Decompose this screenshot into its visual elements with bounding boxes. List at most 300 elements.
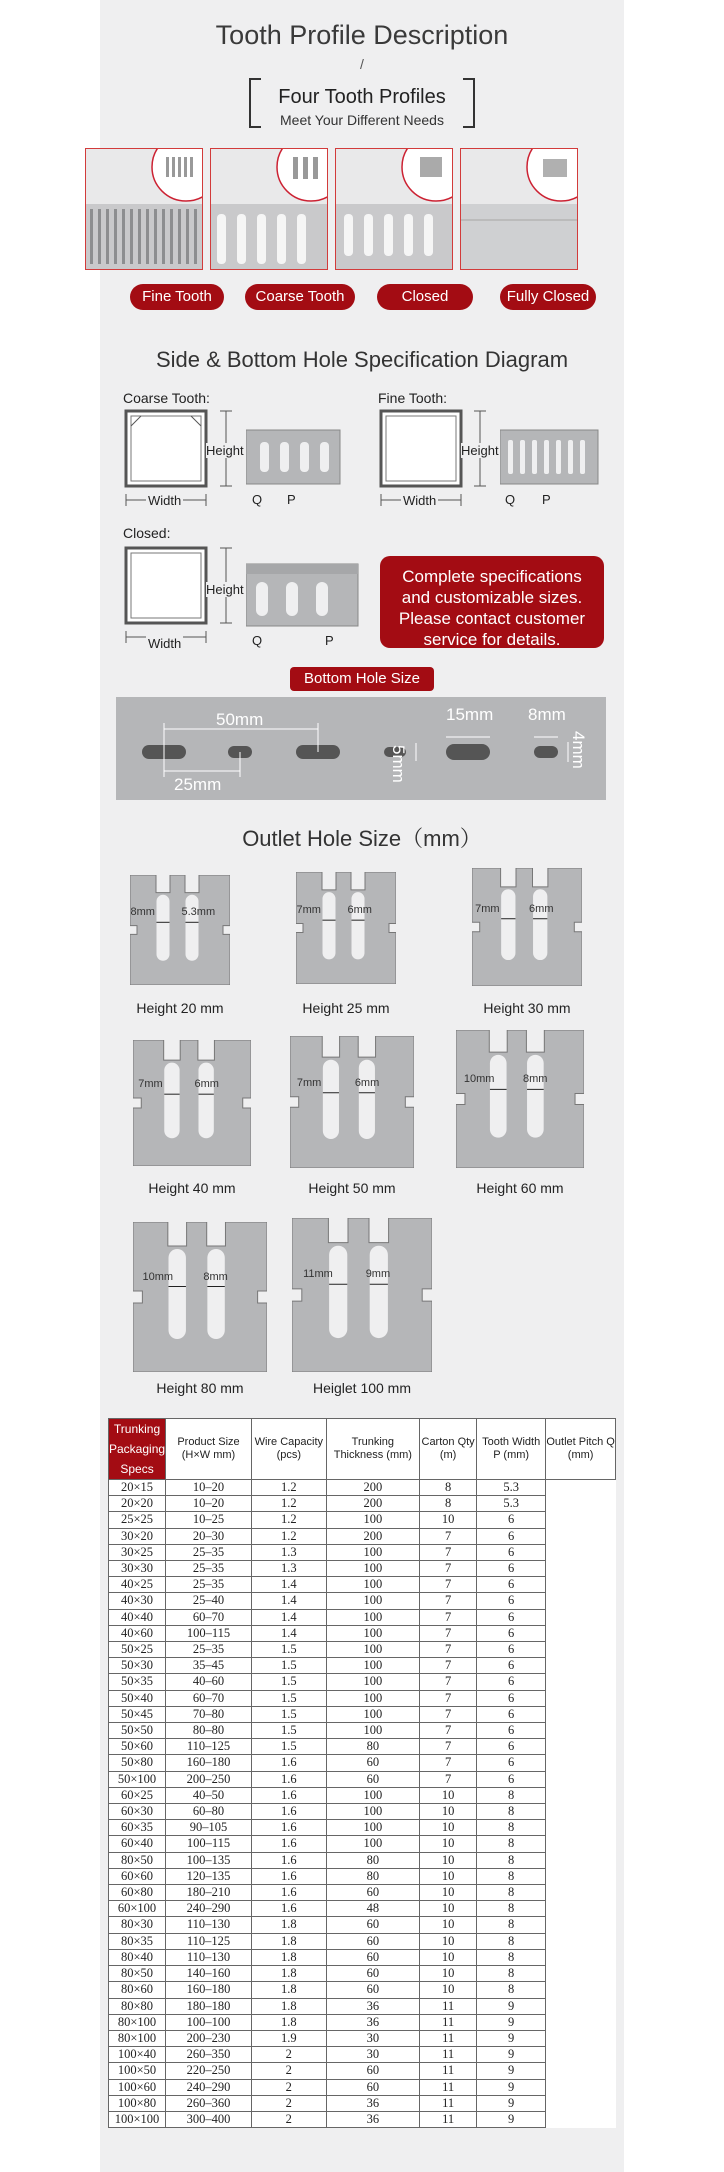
table-cell: 6	[477, 1609, 546, 1625]
table-cell: 8	[477, 1787, 546, 1803]
table-cell: 1.4	[251, 1577, 326, 1593]
table-cell: 1.6	[251, 1755, 326, 1771]
table-cell: 7	[420, 1625, 477, 1641]
table-cell: 300–400	[166, 2111, 252, 2127]
table-cell: 80×60	[109, 1982, 166, 1998]
table-cell: 180–210	[166, 1885, 252, 1901]
table-cell: 100	[326, 1609, 419, 1625]
table-cell: 6	[477, 1658, 546, 1674]
table-cell: 60	[326, 1933, 419, 1949]
table-cell: 8	[477, 1852, 546, 1868]
table-cell: 100×60	[109, 2079, 166, 2095]
profile-pill-closed: Closed	[377, 284, 473, 310]
table-cell: 100–100	[166, 2014, 252, 2030]
table-cell: 60	[326, 2079, 419, 2095]
outlet-left-dim: 8mm	[130, 906, 155, 919]
table-row	[109, 1561, 616, 1577]
table-cell: 80×30	[109, 1917, 166, 1933]
table-cell: 8	[477, 1820, 546, 1836]
table-row	[109, 2111, 616, 2127]
table-cell: 60×35	[109, 1820, 166, 1836]
table-cell: 6	[477, 1739, 546, 1755]
col-carton-qty: Carton Qty (m)	[420, 1419, 477, 1480]
table-cell: 9	[477, 2014, 546, 2030]
table-cell: 110–125	[166, 1933, 252, 1949]
outlet-shape	[296, 872, 396, 984]
title-divider: /	[360, 56, 364, 72]
table-cell: 25–35	[166, 1544, 252, 1560]
table-cell: 1.6	[251, 1787, 326, 1803]
coarse-side-view	[246, 426, 342, 492]
outlet-shape	[133, 1222, 267, 1372]
table-cell: 11	[420, 2063, 477, 2079]
table-cell: 100–115	[166, 1836, 252, 1852]
table-cell: 20×20	[109, 1496, 166, 1512]
table-cell: 6	[477, 1706, 546, 1722]
col-outlet-pitch: Outlet Pitch Q (mm)	[546, 1419, 616, 1480]
section-subtitle: Four Tooth Profiles	[278, 86, 446, 108]
profile-pill-coarse-tooth: Coarse Tooth	[245, 284, 355, 310]
table-cell: 2	[251, 2111, 326, 2127]
table-header-row	[109, 1419, 616, 1480]
table-side-label: Trunking Packaging Specs	[109, 1419, 166, 1480]
table-cell: 100	[326, 1512, 419, 1528]
table-cell: 6	[477, 1755, 546, 1771]
table-cell: 200	[326, 1528, 419, 1544]
table-row	[109, 1852, 616, 1868]
table-cell: 260–360	[166, 2095, 252, 2111]
table-cell: 100	[326, 1674, 419, 1690]
coarse-tooth-image	[210, 148, 328, 270]
table-cell: 60	[326, 1982, 419, 1998]
outlet-right-dim: 6mm	[194, 1078, 219, 1091]
closed-p-label: P	[325, 633, 334, 648]
table-cell: 110–130	[166, 1917, 252, 1933]
table-row	[109, 2063, 616, 2079]
outlet-left-dim: 7mm	[475, 902, 500, 915]
table-cell: 7	[420, 1674, 477, 1690]
table-cell: 30	[326, 2030, 419, 2046]
table-cell: 8	[420, 1480, 477, 1496]
table-cell: 1.3	[251, 1561, 326, 1577]
table-cell: 6	[477, 1561, 546, 1577]
fine-p-label: P	[542, 492, 551, 507]
table-row	[109, 1982, 616, 1998]
custom-spec-note: Complete specifications and customizable sizes. Please contact customer service for details.	[380, 556, 604, 648]
table-cell: 1.8	[251, 1933, 326, 1949]
coarse-q-label: Q	[252, 492, 263, 507]
table-cell: 50×45	[109, 1706, 166, 1722]
table-cell: 240–290	[166, 2079, 252, 2095]
table-cell: 6	[477, 1674, 546, 1690]
table-row	[109, 2030, 616, 2046]
table-cell: 7	[420, 1642, 477, 1658]
profile-pill-fine-tooth: Fine Tooth	[130, 284, 224, 310]
table-cell: 8	[477, 1966, 546, 1982]
table-cell: 10	[420, 1885, 477, 1901]
closed-width-label: Width	[148, 636, 182, 651]
table-row	[109, 1771, 616, 1787]
fully-closed-image	[460, 148, 578, 270]
table-cell: 6	[477, 1690, 546, 1706]
table-row	[109, 1544, 616, 1560]
table-cell: 140–160	[166, 1966, 252, 1982]
table-cell: 8	[477, 1901, 546, 1917]
table-cell: 60×100	[109, 1901, 166, 1917]
table-cell: 100×100	[109, 2111, 166, 2127]
table-cell: 7	[420, 1528, 477, 1544]
table-cell: 25–40	[166, 1593, 252, 1609]
outlet-caption: Height 30 mm	[483, 1000, 571, 1016]
product-detail-page	[100, 0, 624, 2172]
table-cell: 10	[420, 1787, 477, 1803]
table-cell: 8	[477, 1804, 546, 1820]
table-cell: 200–250	[166, 1771, 252, 1787]
table-row	[109, 1512, 616, 1528]
table-cell: 7	[420, 1609, 477, 1625]
table-cell: 2	[251, 2079, 326, 2095]
col-tooth-width: Tooth Width P (mm)	[477, 1419, 546, 1480]
table-cell: 10–20	[166, 1480, 252, 1496]
table-row	[109, 1480, 616, 1496]
table-cell: 6	[477, 1625, 546, 1641]
table-cell: 100	[326, 1723, 419, 1739]
table-row	[109, 1933, 616, 1949]
outlet-left-dim: 10mm	[463, 1073, 495, 1086]
closed-height-label: Height	[206, 582, 244, 597]
table-cell: 6	[477, 1544, 546, 1560]
table-cell: 160–180	[166, 1982, 252, 1998]
coarse-width-label: Width	[148, 493, 182, 508]
table-row	[109, 1901, 616, 1917]
table-cell: 50×50	[109, 1723, 166, 1739]
table-cell: 25–35	[166, 1642, 252, 1658]
table-cell: 1.5	[251, 1706, 326, 1722]
table-cell: 25–35	[166, 1561, 252, 1577]
table-cell: 1.9	[251, 2030, 326, 2046]
table-cell: 7	[420, 1561, 477, 1577]
table-cell: 60×25	[109, 1787, 166, 1803]
table-cell: 6	[477, 1723, 546, 1739]
table-row	[109, 2014, 616, 2030]
table-cell: 8	[477, 1933, 546, 1949]
table-cell: 30×20	[109, 1528, 166, 1544]
table-cell: 1.6	[251, 1868, 326, 1884]
table-cell: 240–290	[166, 1901, 252, 1917]
table-cell: 9	[477, 1998, 546, 2014]
table-row	[109, 1885, 616, 1901]
table-row	[109, 1593, 616, 1609]
table-cell: 60	[326, 1966, 419, 1982]
table-cell: 48	[326, 1901, 419, 1917]
table-cell: 6	[477, 1593, 546, 1609]
table-row	[109, 1917, 616, 1933]
table-cell: 100	[326, 1642, 419, 1658]
table-cell: 1.2	[251, 1512, 326, 1528]
table-cell: 9	[477, 2047, 546, 2063]
table-cell: 1.5	[251, 1723, 326, 1739]
table-cell: 1.8	[251, 1982, 326, 1998]
table-cell: 10	[420, 1933, 477, 1949]
table-cell: 60–70	[166, 1609, 252, 1625]
table-cell: 7	[420, 1593, 477, 1609]
table-cell: 100	[326, 1787, 419, 1803]
table-cell: 8	[477, 1868, 546, 1884]
table-cell: 80×50	[109, 1966, 166, 1982]
table-cell: 100–135	[166, 1852, 252, 1868]
table-cell: 50×80	[109, 1755, 166, 1771]
table-cell: 11	[420, 2014, 477, 2030]
table-cell: 100×40	[109, 2047, 166, 2063]
outlet-right-dim: 9mm	[365, 1268, 391, 1281]
table-cell: 50×40	[109, 1690, 166, 1706]
table-cell: 1.6	[251, 1771, 326, 1787]
table-cell: 7	[420, 1706, 477, 1722]
table-cell: 20×15	[109, 1480, 166, 1496]
bottom-hole-dim-4: 4mm	[569, 731, 588, 769]
table-row	[109, 1690, 616, 1706]
table-cell: 100	[326, 1625, 419, 1641]
table-row	[109, 1804, 616, 1820]
table-cell: 100	[326, 1577, 419, 1593]
table-cell: 10–25	[166, 1512, 252, 1528]
table-cell: 100	[326, 1593, 419, 1609]
table-cell: 10	[420, 1901, 477, 1917]
table-cell: 8	[420, 1496, 477, 1512]
bottom-hole-dim-50: 50mm	[216, 710, 264, 729]
page-title: Tooth Profile Description	[215, 20, 509, 50]
table-row	[109, 1966, 616, 1982]
table-cell: 1.2	[251, 1480, 326, 1496]
table-cell: 20–30	[166, 1528, 252, 1544]
table-cell: 7	[420, 1577, 477, 1593]
table-cell: 36	[326, 2014, 419, 2030]
table-cell: 25–35	[166, 1577, 252, 1593]
table-row	[109, 1949, 616, 1965]
outlet-left-dim: 7mm	[138, 1078, 163, 1091]
table-cell: 1.6	[251, 1820, 326, 1836]
table-cell: 60	[326, 1885, 419, 1901]
table-row	[109, 1787, 616, 1803]
table-cell: 50×100	[109, 1771, 166, 1787]
table-cell: 1.6	[251, 1836, 326, 1852]
table-cell: 1.4	[251, 1609, 326, 1625]
table-cell: 7	[420, 1739, 477, 1755]
table-cell: 1.6	[251, 1901, 326, 1917]
table-cell: 80×50	[109, 1852, 166, 1868]
table-cell: 1.8	[251, 1998, 326, 2014]
outlet-right-dim: 6mm	[529, 902, 554, 915]
table-cell: 6	[477, 1771, 546, 1787]
outlet-shape	[456, 1030, 584, 1168]
table-cell: 100	[326, 1561, 419, 1577]
outlet-caption: Height 80 mm	[156, 1380, 244, 1396]
table-cell: 100	[326, 1836, 419, 1852]
table-cell: 50×30	[109, 1658, 166, 1674]
table-cell: 1.2	[251, 1528, 326, 1544]
fine-width-label: Width	[403, 493, 437, 508]
table-cell: 80	[326, 1852, 419, 1868]
closed-side-view	[246, 560, 362, 636]
table-cell: 2	[251, 2047, 326, 2063]
table-cell: 7	[420, 1690, 477, 1706]
table-cell: 8	[477, 1885, 546, 1901]
outlet-caption: Height 50 mm	[308, 1180, 396, 1196]
outlet-right-dim: 8mm	[203, 1270, 228, 1283]
table-cell: 30×25	[109, 1544, 166, 1560]
table-cell: 1.4	[251, 1625, 326, 1641]
table-cell: 60–80	[166, 1804, 252, 1820]
table-cell: 1.5	[251, 1739, 326, 1755]
bottom-hole-diagram	[116, 697, 606, 800]
fine-height-label: Height	[461, 443, 499, 458]
table-cell: 1.6	[251, 1885, 326, 1901]
table-cell: 7	[420, 1658, 477, 1674]
table-cell: 6	[477, 1528, 546, 1544]
table-cell: 9	[477, 2063, 546, 2079]
table-cell: 80×100	[109, 2014, 166, 2030]
outlet-caption: Height 20 mm	[136, 1000, 224, 1016]
table-cell: 120–135	[166, 1868, 252, 1884]
table-row	[109, 1820, 616, 1836]
table-cell: 6	[477, 1642, 546, 1658]
table-cell: 10	[420, 1820, 477, 1836]
table-cell: 10	[420, 1512, 477, 1528]
table-cell: 220–250	[166, 2063, 252, 2079]
table-cell: 80–80	[166, 1723, 252, 1739]
table-cell: 100	[326, 1544, 419, 1560]
outlet-shape	[290, 1036, 414, 1168]
table-cell: 11	[420, 2047, 477, 2063]
table-cell: 10	[420, 1804, 477, 1820]
table-cell: 70–80	[166, 1706, 252, 1722]
table-cell: 40×25	[109, 1577, 166, 1593]
table-cell: 11	[420, 2079, 477, 2095]
table-row	[109, 1496, 616, 1512]
table-cell: 60×40	[109, 1836, 166, 1852]
spec-diagram-title: Side & Bottom Hole Specification Diagram	[155, 347, 569, 372]
table-cell: 6	[477, 1577, 546, 1593]
bottom-hole-dim-5: 5mm	[389, 745, 408, 783]
table-cell: 5.3	[477, 1480, 546, 1496]
packaging-spec-table	[108, 1418, 616, 2128]
table-cell: 1.8	[251, 1966, 326, 1982]
table-cell: 5.3	[477, 1496, 546, 1512]
outlet-right-dim: 6mm	[347, 904, 372, 917]
table-cell: 40–60	[166, 1674, 252, 1690]
table-cell: 100–115	[166, 1625, 252, 1641]
outlet-left-dim: 10mm	[142, 1270, 174, 1283]
coarse-p-label: P	[287, 492, 296, 507]
table-cell: 10	[420, 1836, 477, 1852]
table-cell: 60	[326, 1755, 419, 1771]
table-cell: 60–70	[166, 1690, 252, 1706]
table-cell: 100×80	[109, 2095, 166, 2111]
table-cell: 50×60	[109, 1739, 166, 1755]
table-cell: 80×100	[109, 2030, 166, 2046]
table-cell: 10	[420, 1949, 477, 1965]
table-row	[109, 1625, 616, 1641]
table-cell: 1.8	[251, 1949, 326, 1965]
table-cell: 11	[420, 1998, 477, 2014]
table-cell: 9	[477, 2030, 546, 2046]
table-cell: 10	[420, 1852, 477, 1868]
table-cell: 1.8	[251, 1917, 326, 1933]
table-cell: 1.5	[251, 1642, 326, 1658]
table-cell: 180–180	[166, 1998, 252, 2014]
outlet-caption: Height 40 mm	[148, 1180, 236, 1196]
table-cell: 50×35	[109, 1674, 166, 1690]
fine-tooth-image	[85, 148, 203, 270]
table-cell: 11	[420, 2111, 477, 2127]
closed-cross-section	[123, 545, 213, 645]
table-row	[109, 1723, 616, 1739]
outlet-caption: Height 60 mm	[476, 1180, 564, 1196]
outlet-right-dim: 6mm	[354, 1076, 380, 1089]
table-cell: 100	[326, 1658, 419, 1674]
table-row	[109, 2079, 616, 2095]
table-cell: 80	[326, 1739, 419, 1755]
table-cell: 200–230	[166, 2030, 252, 2046]
coarse-height-label: Height	[206, 443, 244, 458]
outlet-right-dim: 5.3mm	[181, 906, 216, 919]
table-row	[109, 1658, 616, 1674]
table-cell: 7	[420, 1544, 477, 1560]
table-cell: 1.3	[251, 1544, 326, 1560]
table-cell: 100	[326, 1820, 419, 1836]
closed-label: Closed:	[123, 525, 171, 541]
outlet-caption: Heiglet 100 mm	[312, 1380, 412, 1396]
bottom-hole-dim-15: 15mm	[446, 705, 494, 724]
table-cell: 80×35	[109, 1933, 166, 1949]
table-cell: 40–50	[166, 1787, 252, 1803]
outlet-shape	[472, 868, 582, 986]
table-cell: 25×25	[109, 1512, 166, 1528]
table-cell: 60	[326, 2063, 419, 2079]
table-cell: 2	[251, 2095, 326, 2111]
table-cell: 200	[326, 1480, 419, 1496]
table-cell: 10	[420, 1966, 477, 1982]
col-product-size: Product Size (H×W mm)	[166, 1419, 252, 1480]
table-cell: 40×30	[109, 1593, 166, 1609]
table-cell: 90–105	[166, 1820, 252, 1836]
bottom-hole-dim-25: 25mm	[174, 775, 222, 794]
table-cell: 9	[477, 2095, 546, 2111]
table-row	[109, 1609, 616, 1625]
bottom-hole-dim-8: 8mm	[528, 705, 566, 724]
table-cell: 60×30	[109, 1804, 166, 1820]
outlet-shape	[292, 1218, 432, 1372]
table-cell: 30×30	[109, 1561, 166, 1577]
table-cell: 10	[420, 1868, 477, 1884]
table-cell: 40×40	[109, 1609, 166, 1625]
table-cell: 35–45	[166, 1658, 252, 1674]
outlet-caption: Height 25 mm	[302, 1000, 390, 1016]
outlet-left-dim: 11mm	[303, 1268, 333, 1281]
table-cell: 8	[477, 1836, 546, 1852]
outlet-hole-title: Outlet Hole Size（mm）	[242, 826, 482, 851]
table-cell: 100	[326, 1804, 419, 1820]
table-cell: 40×60	[109, 1625, 166, 1641]
table-row	[109, 1577, 616, 1593]
outlet-shape	[133, 1040, 251, 1166]
table-cell: 2	[251, 2063, 326, 2079]
table-cell: 36	[326, 1998, 419, 2014]
table-cell: 50×25	[109, 1642, 166, 1658]
table-cell: 80	[326, 1868, 419, 1884]
table-cell: 100	[326, 1690, 419, 1706]
table-cell: 100×50	[109, 2063, 166, 2079]
